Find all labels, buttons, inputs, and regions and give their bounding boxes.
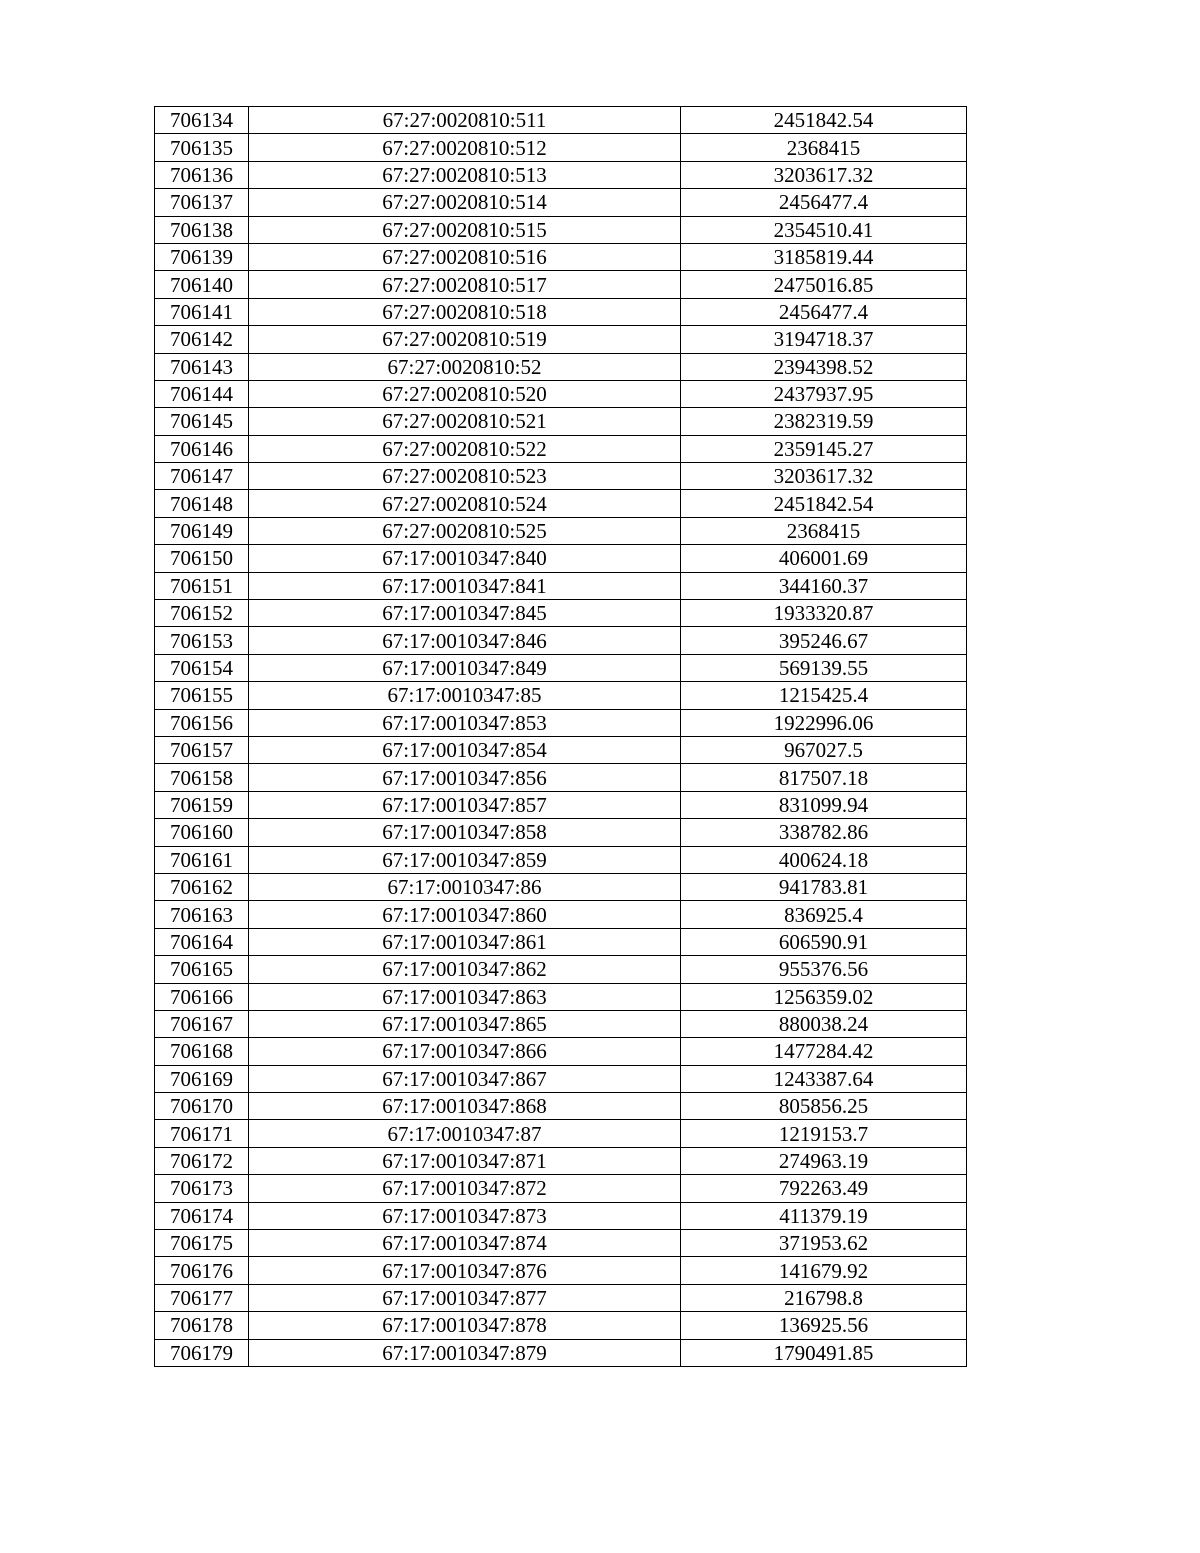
cadastral-number-cell: 67:27:0020810:512: [249, 134, 681, 161]
value-cell: 941783.81: [681, 873, 967, 900]
value-cell: 831099.94: [681, 791, 967, 818]
row-id-cell: 706143: [155, 353, 249, 380]
value-cell: 406001.69: [681, 545, 967, 572]
table-row: [155, 682, 967, 709]
value-cell: 2394398.52: [681, 353, 967, 380]
cadastral-number-cell: 67:27:0020810:523: [249, 463, 681, 490]
cadastral-number-cell: 67:17:0010347:868: [249, 1093, 681, 1120]
row-id-cell: 706153: [155, 627, 249, 654]
row-id-cell: 706173: [155, 1175, 249, 1202]
cadastral-number-cell: 67:17:0010347:87: [249, 1120, 681, 1147]
table-row: [155, 243, 967, 270]
value-cell: 274963.19: [681, 1147, 967, 1174]
value-cell: 2368415: [681, 134, 967, 161]
table-row: [155, 1230, 967, 1257]
cadastral-number-cell: 67:27:0020810:514: [249, 189, 681, 216]
table-row: [155, 353, 967, 380]
row-id-cell: 706161: [155, 846, 249, 873]
table-row: [155, 791, 967, 818]
value-cell: 792263.49: [681, 1175, 967, 1202]
row-id-cell: 706144: [155, 380, 249, 407]
table-row: [155, 380, 967, 407]
cadastral-number-cell: 67:27:0020810:52: [249, 353, 681, 380]
row-id-cell: 706151: [155, 572, 249, 599]
row-id-cell: 706152: [155, 600, 249, 627]
value-cell: 2456477.4: [681, 298, 967, 325]
row-id-cell: 706137: [155, 189, 249, 216]
row-id-cell: 706146: [155, 435, 249, 462]
table-row: [155, 1147, 967, 1174]
table-row: [155, 1284, 967, 1311]
table-row: [155, 463, 967, 490]
table-row: [155, 1312, 967, 1339]
cadastral-number-cell: 67:17:0010347:853: [249, 709, 681, 736]
value-cell: 1933320.87: [681, 600, 967, 627]
cadastral-number-cell: 67:17:0010347:840: [249, 545, 681, 572]
value-cell: 1477284.42: [681, 1038, 967, 1065]
row-id-cell: 706162: [155, 873, 249, 900]
table-row: [155, 983, 967, 1010]
row-id-cell: 706136: [155, 161, 249, 188]
cadastral-number-cell: 67:27:0020810:511: [249, 107, 681, 134]
value-cell: 338782.86: [681, 819, 967, 846]
table-row: [155, 1257, 967, 1284]
table-row: [155, 764, 967, 791]
cadastral-number-cell: 67:17:0010347:854: [249, 736, 681, 763]
value-cell: 2456477.4: [681, 189, 967, 216]
row-id-cell: 706160: [155, 819, 249, 846]
cadastral-number-cell: 67:17:0010347:879: [249, 1339, 681, 1366]
value-cell: 216798.8: [681, 1284, 967, 1311]
table-row: [155, 517, 967, 544]
cadastral-number-cell: 67:17:0010347:873: [249, 1202, 681, 1229]
table-row: [155, 134, 967, 161]
table-row: [155, 1093, 967, 1120]
row-id-cell: 706142: [155, 326, 249, 353]
table-row: [155, 654, 967, 681]
value-cell: 836925.4: [681, 901, 967, 928]
cadastral-number-cell: 67:17:0010347:863: [249, 983, 681, 1010]
cadastral-number-cell: 67:17:0010347:86: [249, 873, 681, 900]
cadastral-number-cell: 67:17:0010347:872: [249, 1175, 681, 1202]
row-id-cell: 706166: [155, 983, 249, 1010]
cadastral-number-cell: 67:27:0020810:522: [249, 435, 681, 462]
cadastral-number-cell: 67:17:0010347:877: [249, 1284, 681, 1311]
value-cell: 2354510.41: [681, 216, 967, 243]
row-id-cell: 706172: [155, 1147, 249, 1174]
row-id-cell: 706171: [155, 1120, 249, 1147]
row-id-cell: 706150: [155, 545, 249, 572]
value-cell: 1922996.06: [681, 709, 967, 736]
row-id-cell: 706159: [155, 791, 249, 818]
row-id-cell: 706156: [155, 709, 249, 736]
cadastral-number-cell: 67:27:0020810:513: [249, 161, 681, 188]
row-id-cell: 706134: [155, 107, 249, 134]
cadastral-number-cell: 67:27:0020810:520: [249, 380, 681, 407]
value-cell: 2359145.27: [681, 435, 967, 462]
table-row: [155, 709, 967, 736]
table-row: [155, 271, 967, 298]
value-cell: 2368415: [681, 517, 967, 544]
table-row: [155, 490, 967, 517]
value-cell: 1215425.4: [681, 682, 967, 709]
cadastral-number-cell: 67:27:0020810:517: [249, 271, 681, 298]
cadastral-number-cell: 67:17:0010347:841: [249, 572, 681, 599]
table-row: [155, 572, 967, 599]
value-cell: 371953.62: [681, 1230, 967, 1257]
value-cell: 967027.5: [681, 736, 967, 763]
table-row: [155, 736, 967, 763]
row-id-cell: 706176: [155, 1257, 249, 1284]
value-cell: 2451842.54: [681, 107, 967, 134]
table-row: [155, 928, 967, 955]
value-cell: 955376.56: [681, 956, 967, 983]
table-row: [155, 298, 967, 325]
cadastral-number-cell: 67:17:0010347:866: [249, 1038, 681, 1065]
row-id-cell: 706178: [155, 1312, 249, 1339]
table-row: [155, 873, 967, 900]
cadastral-number-cell: 67:17:0010347:857: [249, 791, 681, 818]
cadastral-number-cell: 67:27:0020810:524: [249, 490, 681, 517]
value-cell: 606590.91: [681, 928, 967, 955]
row-id-cell: 706168: [155, 1038, 249, 1065]
value-cell: 3185819.44: [681, 243, 967, 270]
cadastral-number-cell: 67:27:0020810:518: [249, 298, 681, 325]
row-id-cell: 706158: [155, 764, 249, 791]
value-cell: 880038.24: [681, 1010, 967, 1037]
table-row: [155, 216, 967, 243]
table-row: [155, 1339, 967, 1366]
value-cell: 3203617.32: [681, 463, 967, 490]
table-row: [155, 189, 967, 216]
row-id-cell: 706170: [155, 1093, 249, 1120]
row-id-cell: 706163: [155, 901, 249, 928]
cadastral-number-cell: 67:17:0010347:867: [249, 1065, 681, 1092]
value-cell: 3203617.32: [681, 161, 967, 188]
row-id-cell: 706135: [155, 134, 249, 161]
value-cell: 2437937.95: [681, 380, 967, 407]
value-cell: 141679.92: [681, 1257, 967, 1284]
table-row: [155, 1175, 967, 1202]
cadastral-number-cell: 67:17:0010347:865: [249, 1010, 681, 1037]
row-id-cell: 706140: [155, 271, 249, 298]
row-id-cell: 706167: [155, 1010, 249, 1037]
row-id-cell: 706145: [155, 408, 249, 435]
value-cell: 569139.55: [681, 654, 967, 681]
cadastral-number-cell: 67:27:0020810:521: [249, 408, 681, 435]
cadastral-number-cell: 67:17:0010347:845: [249, 600, 681, 627]
table-row: [155, 435, 967, 462]
table-row: [155, 408, 967, 435]
cadastral-number-cell: 67:17:0010347:861: [249, 928, 681, 955]
table-row: [155, 901, 967, 928]
value-cell: 2475016.85: [681, 271, 967, 298]
value-cell: 400624.18: [681, 846, 967, 873]
cadastral-number-cell: 67:17:0010347:878: [249, 1312, 681, 1339]
cadastral-number-cell: 67:27:0020810:525: [249, 517, 681, 544]
table-row: [155, 1010, 967, 1037]
row-id-cell: 706174: [155, 1202, 249, 1229]
table-row: [155, 846, 967, 873]
table-row: [155, 819, 967, 846]
value-cell: 1243387.64: [681, 1065, 967, 1092]
table-row: [155, 1038, 967, 1065]
cadastral-number-cell: 67:17:0010347:876: [249, 1257, 681, 1284]
row-id-cell: 706177: [155, 1284, 249, 1311]
value-cell: 1790491.85: [681, 1339, 967, 1366]
cadastral-number-cell: 67:17:0010347:846: [249, 627, 681, 654]
row-id-cell: 706155: [155, 682, 249, 709]
value-cell: 3194718.37: [681, 326, 967, 353]
value-cell: 805856.25: [681, 1093, 967, 1120]
cadastral-number-cell: 67:17:0010347:859: [249, 846, 681, 873]
row-id-cell: 706147: [155, 463, 249, 490]
value-cell: 411379.19: [681, 1202, 967, 1229]
value-cell: 2451842.54: [681, 490, 967, 517]
row-id-cell: 706138: [155, 216, 249, 243]
table-row: [155, 545, 967, 572]
row-id-cell: 706175: [155, 1230, 249, 1257]
cadastral-number-cell: 67:17:0010347:874: [249, 1230, 681, 1257]
row-id-cell: 706165: [155, 956, 249, 983]
value-cell: 136925.56: [681, 1312, 967, 1339]
cadastral-number-cell: 67:17:0010347:849: [249, 654, 681, 681]
cadastral-number-cell: 67:27:0020810:519: [249, 326, 681, 353]
row-id-cell: 706169: [155, 1065, 249, 1092]
cadastral-value-table: [154, 106, 967, 1367]
table-row: [155, 1120, 967, 1147]
table-row: [155, 161, 967, 188]
cadastral-number-cell: 67:27:0020810:515: [249, 216, 681, 243]
row-id-cell: 706157: [155, 736, 249, 763]
value-cell: 395246.67: [681, 627, 967, 654]
cadastral-number-cell: 67:17:0010347:858: [249, 819, 681, 846]
table-row: [155, 627, 967, 654]
row-id-cell: 706179: [155, 1339, 249, 1366]
cadastral-number-cell: 67:17:0010347:860: [249, 901, 681, 928]
cadastral-number-cell: 67:17:0010347:856: [249, 764, 681, 791]
table-row: [155, 107, 967, 134]
value-cell: 2382319.59: [681, 408, 967, 435]
row-id-cell: 706164: [155, 928, 249, 955]
cadastral-number-cell: 67:17:0010347:871: [249, 1147, 681, 1174]
table-row: [155, 600, 967, 627]
table-body: [155, 107, 967, 1367]
row-id-cell: 706154: [155, 654, 249, 681]
cadastral-number-cell: 67:27:0020810:516: [249, 243, 681, 270]
cadastral-number-cell: 67:17:0010347:862: [249, 956, 681, 983]
row-id-cell: 706149: [155, 517, 249, 544]
value-cell: 1256359.02: [681, 983, 967, 1010]
cadastral-number-cell: 67:17:0010347:85: [249, 682, 681, 709]
value-cell: 1219153.7: [681, 1120, 967, 1147]
table-row: [155, 1065, 967, 1092]
row-id-cell: 706148: [155, 490, 249, 517]
table-row: [155, 956, 967, 983]
value-cell: 817507.18: [681, 764, 967, 791]
table-row: [155, 1202, 967, 1229]
table-row: [155, 326, 967, 353]
row-id-cell: 706141: [155, 298, 249, 325]
row-id-cell: 706139: [155, 243, 249, 270]
value-cell: 344160.37: [681, 572, 967, 599]
